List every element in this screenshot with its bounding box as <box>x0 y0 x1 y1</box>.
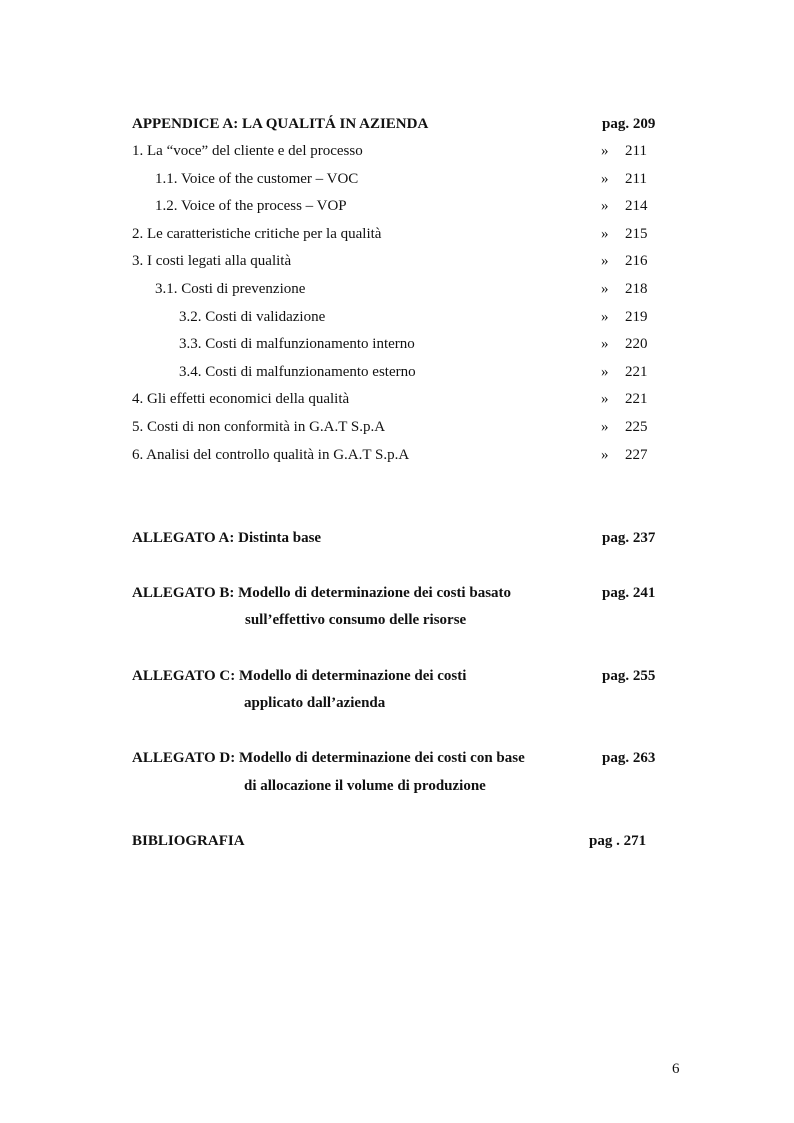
attachment-page: pag. 241 <box>602 585 656 601</box>
attachment-title: ALLEGATO A: Distinta base <box>132 530 322 546</box>
attachment-page: pag. 237 <box>602 530 656 546</box>
toc-entry-page: 219 <box>625 309 648 325</box>
toc-entry-marker: » <box>601 391 609 407</box>
toc-entry <box>132 168 672 190</box>
toc-entry-label: 1.2. Voice of the process – VOP <box>155 198 347 214</box>
toc-entry-label: 3.1. Costi di prevenzione <box>155 281 306 297</box>
toc-entry-label: 4. Gli effetti economici della qualità <box>132 391 350 407</box>
toc-entry-marker: » <box>601 226 609 242</box>
attachment-b <box>132 582 672 604</box>
attachment-title: ALLEGATO D: Modello di determinazione dei costi con base <box>132 750 525 766</box>
toc-entry-marker: » <box>601 309 609 325</box>
toc-entry <box>132 333 672 355</box>
toc-entry <box>132 278 672 300</box>
toc-entry-page: 216 <box>625 253 648 269</box>
toc-entry-marker: » <box>601 143 609 159</box>
toc-entry-label: 5. Costi di non conformità in G.A.T S.p.A <box>132 419 386 435</box>
appendix-page: pag. 209 <box>602 116 656 132</box>
toc-entry-label: 1.1. Voice of the customer – VOC <box>155 171 359 187</box>
toc-entry <box>132 444 672 466</box>
attachment-page: pag. 263 <box>602 750 656 766</box>
page-number: 6 <box>672 1061 680 1077</box>
appendix-heading <box>132 113 672 135</box>
toc-entry-page: 214 <box>625 198 648 214</box>
attachment-d <box>132 747 672 769</box>
attachment-b-continuation: sull’effettivo consumo delle risorse <box>245 612 467 628</box>
toc-entry-label: 1. La “voce” del cliente e del processo <box>132 143 363 159</box>
toc-entry-page: 225 <box>625 419 648 435</box>
toc-entry-marker: » <box>601 198 609 214</box>
toc-entry-page: 215 <box>625 226 648 242</box>
toc-entry-label: 3.3. Costi di malfunzionamento interno <box>179 336 415 352</box>
toc-entry-page: 218 <box>625 281 648 297</box>
bibliography-page: pag . 271 <box>589 833 647 849</box>
toc-entry-page: 221 <box>625 364 648 380</box>
toc-entry-marker: » <box>601 336 609 352</box>
bibliography-entry <box>132 830 672 852</box>
toc-entry-label: 3. I costi legati alla qualità <box>132 253 292 269</box>
attachment-d-continuation: di allocazione il volume di produzione <box>244 778 486 794</box>
toc-entry-marker: » <box>601 447 609 463</box>
toc-entry-page: 221 <box>625 391 648 407</box>
toc-entry-label: 3.4. Costi di malfunzionamento esterno <box>179 364 416 380</box>
toc-entry-page: 211 <box>625 143 647 159</box>
attachment-title: ALLEGATO B: Modello di determinazione dei costi basato <box>132 585 512 601</box>
attachment-title: ALLEGATO C: Modello di determinazione dei costi <box>132 668 467 684</box>
attachment-c-continuation: applicato dall’azienda <box>244 695 386 711</box>
toc-entry <box>132 195 672 217</box>
toc-entry <box>132 388 672 410</box>
toc-entry-page: 211 <box>625 171 647 187</box>
appendix-title: APPENDICE A: LA QUALITÁ IN AZIENDA <box>132 116 429 132</box>
toc-entry-marker: » <box>601 364 609 380</box>
toc-entry <box>132 140 672 162</box>
toc-entry-marker: » <box>601 253 609 269</box>
toc-entry-page: 220 <box>625 336 648 352</box>
toc-entry-marker: » <box>601 281 609 297</box>
bibliography-label: BIBLIOGRAFIA <box>132 833 245 849</box>
toc-entry-marker: » <box>601 419 609 435</box>
toc-entry-label: 6. Analisi del controllo qualità in G.A.T S.p.A <box>132 447 410 463</box>
toc-entry-marker: » <box>601 171 609 187</box>
toc-entry-label: 2. Le caratteristiche critiche per la qualità <box>132 226 382 242</box>
attachment-page: pag. 255 <box>602 668 656 684</box>
attachment-c <box>132 665 672 687</box>
toc-entry <box>132 250 672 272</box>
toc-entry-label: 3.2. Costi di validazione <box>179 309 326 325</box>
toc-entry-page: 227 <box>625 447 648 463</box>
toc-entry <box>132 306 672 328</box>
attachment-a <box>132 527 672 549</box>
toc-entry <box>132 361 672 383</box>
toc-entry <box>132 223 672 245</box>
toc-entry <box>132 416 672 438</box>
